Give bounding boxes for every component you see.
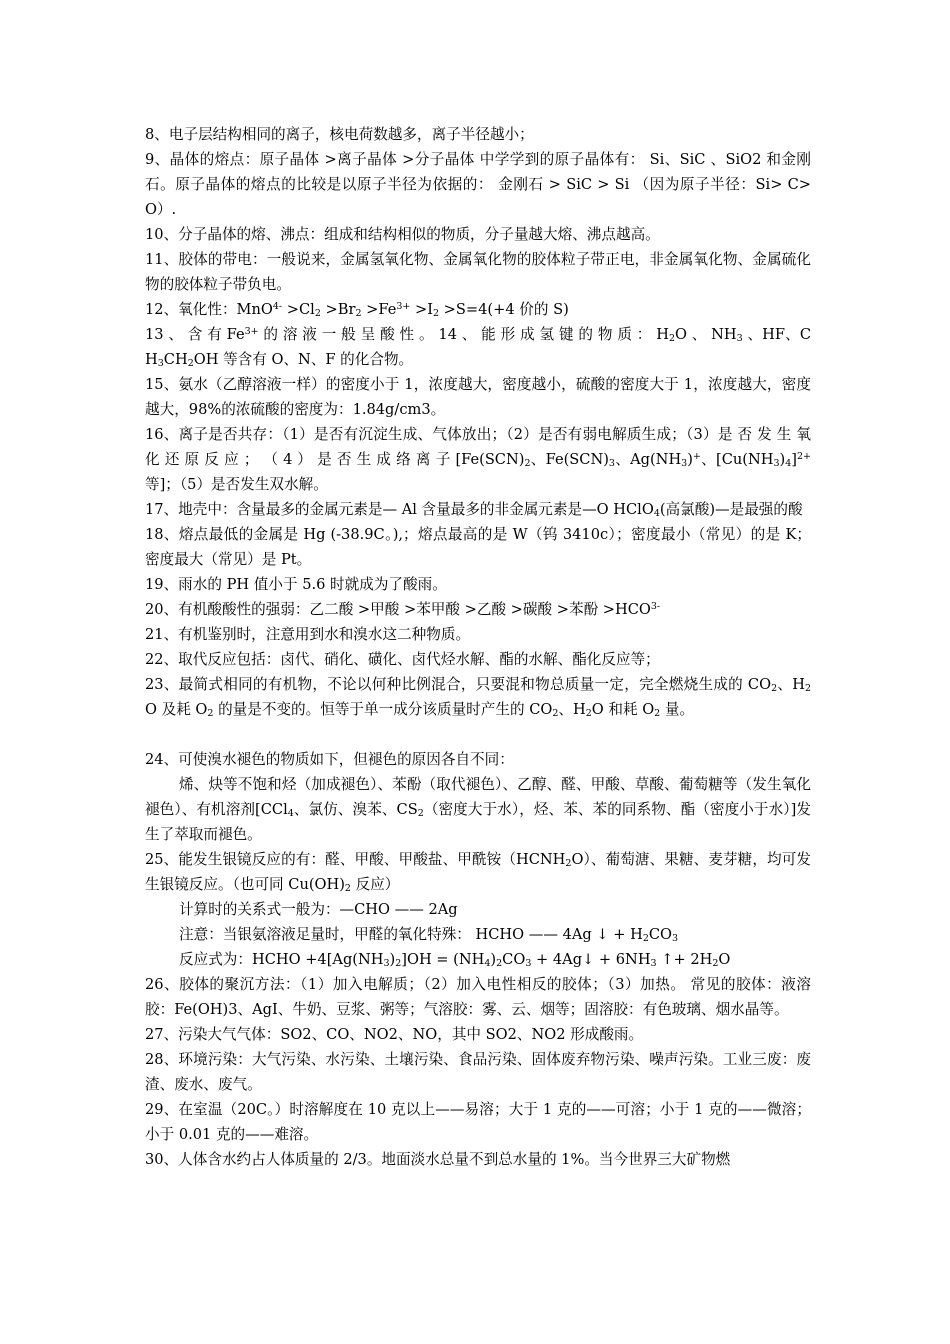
text-run: O 及耗 O — [145, 701, 208, 718]
paragraph-l24b — [145, 772, 811, 847]
blank-line — [145, 722, 811, 747]
text-run: O 和耗 O — [591, 701, 655, 718]
subscript: 3 — [608, 458, 615, 469]
paragraph-l27 — [145, 1022, 811, 1047]
subscript: 3 — [681, 458, 688, 469]
subscript: 2 — [552, 708, 559, 719]
text-run: 13 、 含 有 Fe — [145, 326, 245, 343]
text-run: 17、地壳中：含量最多的金属元素是— Al 含量最多的非金属元素是—O HClO — [145, 501, 654, 518]
text-run: 反应式为：HCHO +4[Ag(NH — [179, 951, 384, 968]
text-run: ]OH = (NH — [401, 951, 485, 968]
text-run: 16、离子是否共存：（1）是否有沉淀生成、气体放出；（2）是否有弱电解质生成；（3）是 否 发 生 氧 化 还 原 反 应 ； （ 4 ） 是 否 生 成 络 离 子 [Fe(SCN) — [145, 426, 811, 468]
subscript: 3 — [650, 958, 657, 969]
subscript: 3 — [157, 358, 164, 369]
text-run: 30、人体含水约占人体质量的 2/3。地面淡水总量不到总水量的 1%。当今世界三大矿物燃 — [145, 1151, 731, 1168]
text-run: >Fe — [361, 301, 397, 318]
text-run: 15、氨水（乙醇溶液一样）的密度小于 1，浓度越大，密度越小，硫酸的密度大于 1，浓度越大，密度越大，98%的浓硫酸的密度为：1.84g/cm3。 — [145, 376, 811, 418]
text-run: 19、雨水的 PH 值小于 5.6 时就成为了酸雨。 — [145, 576, 447, 593]
text-run: 25、能发生银镜反应的有：醛、甲酸、甲酸盐、甲酰铵（HCNH — [145, 851, 566, 868]
text-run: 、Ag(NH — [614, 451, 682, 468]
paragraph-l10 — [145, 222, 811, 247]
subscript: 3 — [672, 933, 679, 944]
superscript: 4- — [272, 301, 283, 312]
text-run: 烯、炔等不饱和烃（加成褪色）、苯酚（取代褪色）、乙醇、醛、甲酸、草酸、葡萄糖等（发生氧化褪色）、有机溶剂[CCl — [145, 776, 811, 818]
text-run: 21、有机鉴别时，注意用到水和溴水这二种物质。 — [145, 626, 471, 643]
text-run: CH — [163, 351, 188, 368]
subscript: 2 — [804, 683, 811, 694]
text-run: ) — [687, 451, 693, 468]
text-run: 的量是不变的。恒等于单一成分该质量时产生的 CO — [213, 701, 553, 718]
paragraph-l17 — [145, 497, 811, 522]
paragraph-l22 — [145, 647, 811, 672]
superscript: 3+ — [396, 301, 411, 312]
text-run: O — [718, 951, 731, 968]
text-run: 9、晶体的熔点：原子晶体 >离子晶体 >分子晶体 中学学到的原子晶体有： Si、SiC 、SiO2 和金刚石。原子晶体的熔点的比较是以原子半径为依据的： 金刚石 > SiC > Si （因为原子半径：Si> C> O）. — [145, 151, 811, 218]
subscript: 2 — [585, 708, 592, 719]
paragraph-l25 — [145, 847, 811, 897]
paragraph-l20 — [145, 597, 811, 622]
text-run: （密度大于水），烃、苯、苯的同系物、酯（密度小于水）]发生了萃取而褪色。 — [145, 801, 811, 843]
paragraph-l18 — [145, 522, 811, 572]
paragraph-l21 — [145, 622, 811, 647]
subscript: 2 — [565, 858, 572, 869]
text-run: ) — [389, 951, 396, 968]
text-run: 等]；（5）是否发生双水解。 — [145, 476, 328, 493]
text-run: 的 溶 液 一 般 呈 酸 性 。 14 、 能 形 成 氢 键 的 物 质 ： H — [258, 326, 669, 343]
text-run: 、氯仿、溴苯、CS — [293, 801, 418, 818]
text-run: 29、在室温（20C。）时溶解度在 10 克以上——易溶；大于 1 克的——可溶；小于 1 克的——微溶；小于 0.01 克的——难溶。 — [145, 1101, 811, 1143]
text-run: OH 等含有 O、N、F 的化合物。 — [193, 351, 414, 368]
text-run: O 、 NH — [675, 326, 737, 343]
paragraph-l25b — [145, 897, 811, 922]
subscript: 4 — [484, 958, 491, 969]
text-run: + 4Ag↓ + 6NH — [531, 951, 651, 968]
subscript: 2 — [314, 308, 321, 319]
text-run: >I — [410, 301, 433, 318]
subscript: 2 — [207, 708, 214, 719]
subscript: 4 — [287, 808, 294, 819]
text-run: 12、氧化性：MnO — [145, 301, 273, 318]
superscript: 3- — [650, 601, 661, 612]
paragraph-l25d — [145, 947, 811, 972]
paragraph-l26 — [145, 972, 811, 1022]
paragraph-l29 — [145, 1097, 811, 1147]
subscript: 4 — [653, 508, 660, 519]
subscript: 2 — [524, 458, 531, 469]
subscript: 3 — [736, 333, 743, 344]
subscript: 3 — [383, 958, 390, 969]
text-run: 23、最简式相同的有机物，不论以何种比例混合，只要混和物总质量一定，完全燃烧生成的 CO — [145, 676, 772, 693]
subscript: 3 — [525, 958, 532, 969]
paragraph-l25c — [145, 922, 811, 947]
text-run: O）、葡萄溏、果糖、麦芽糖，均可发生银镜反应。（也可同 Cu(OH) — [145, 851, 811, 893]
subscript: 2 — [642, 933, 649, 944]
subscript: 2 — [496, 958, 503, 969]
superscript: 3+ — [244, 326, 259, 337]
subscript: 2 — [771, 683, 778, 694]
text-run: ↑+ 2H — [656, 951, 713, 968]
subscript: 2 — [433, 308, 440, 319]
text-run: 11、胶体的带电：一般说来，金属氢氧化物、金属氧化物的胶体粒子带正电，非金属氧化物、金属硫化物的胶体粒子带负电。 — [145, 251, 811, 293]
subscript: 2 — [712, 958, 719, 969]
text-run: ) — [490, 951, 497, 968]
text-run: 注意：当银氨溶液足量时，甲醛的氧化特殊： HCHO —— 4Ag ↓ + H — [179, 926, 643, 943]
text-run: 26、胶体的聚沉方法：（1）加入电解质；（2）加入电性相反的胶体；（3）加热。 常见的胶体：液溶胶：Fe(OH)3、AgI、牛奶、豆浆、粥等；气溶胶：雾、云、烟等；固溶胶：有色玻璃、烟水晶等。 — [145, 976, 811, 1018]
text-run: (高氯酸)—是最强的酸 — [659, 501, 803, 518]
paragraph-l13 — [145, 322, 811, 372]
text-run: 22、取代反应包括：卤代、硝化、磺化、卤代烃水解、酯的水解、酯化反应等； — [145, 651, 660, 668]
subscript: 2 — [668, 333, 675, 344]
subscript: 2 — [395, 958, 402, 969]
text-run: 28、环境污染：大气污染、水污染、土壤污染、食品污染、固体废弃物污染、噪声污染。工业三废：废渣、废水、废气。 — [145, 1051, 811, 1093]
text-run: 8、电子层结构相同的离子，核电荷数越多，离子半径越小； — [145, 126, 534, 143]
superscript: 2+ — [796, 451, 811, 462]
document-page — [145, 122, 811, 1172]
superscript: + — [692, 451, 701, 462]
paragraph-l23 — [145, 672, 811, 722]
text-run: 、HF、CH — [145, 326, 811, 368]
subscript: 2 — [355, 308, 362, 319]
paragraph-l8 — [145, 122, 811, 147]
text-run: CO — [502, 951, 526, 968]
subscript: 4 — [785, 458, 792, 469]
text-run: 反应） — [350, 876, 400, 893]
paragraph-l16 — [145, 422, 811, 497]
subscript: 2 — [417, 808, 424, 819]
text-run: ] — [791, 451, 797, 468]
paragraph-l19 — [145, 572, 811, 597]
text-run: 、Fe(SCN) — [530, 451, 609, 468]
text-run: 20、有机酸酸性的强弱：乙二酸 >甲酸 >苯甲酸 >乙酸 >碳酸 >苯酚 >HCO — [145, 601, 651, 618]
text-run: CO — [648, 926, 673, 943]
text-run: ) — [779, 451, 786, 468]
text-run: 18、熔点最低的金属是 Hg (-38.9C。),；熔点最高的是 W（钨 3410c）；密度最小（常见）的是 K；密度最大（常见）是 Pt。 — [145, 526, 811, 568]
text-run: 27、污染大气气体：SO2、CO、NO2、NO，其中 SO2、NO2 形成酸雨。 — [145, 1026, 644, 1043]
text-run: 量。 — [660, 701, 695, 718]
paragraph-l28 — [145, 1047, 811, 1097]
paragraph-l11 — [145, 247, 811, 297]
subscript: 3 — [773, 458, 780, 469]
paragraph-l9 — [145, 147, 811, 222]
text-run: 、H — [558, 701, 586, 718]
text-run: >S=4(+4 价的 S) — [439, 301, 569, 318]
text-run: 24、可使溴水褪色的物质如下，但褪色的原因各自不同： — [145, 751, 514, 768]
text-run: 、[Cu(NH — [700, 451, 774, 468]
text-run: 、H — [777, 676, 805, 693]
text-run: >Cl — [282, 301, 315, 318]
text-run: >Br — [320, 301, 356, 318]
paragraph-l30 — [145, 1147, 811, 1172]
subscript: 2 — [344, 883, 351, 894]
text-run: 10、分子晶体的熔、沸点：组成和结构相似的物质，分子量越大熔、沸点越高。 — [145, 226, 660, 243]
paragraph-l12 — [145, 297, 811, 322]
paragraph-l24 — [145, 747, 811, 772]
paragraph-l15 — [145, 372, 811, 422]
text-run: 计算时的关系式一般为：—CHO —— 2Ag — [179, 901, 458, 918]
subscript: 2 — [654, 708, 661, 719]
subscript: 2 — [187, 358, 194, 369]
